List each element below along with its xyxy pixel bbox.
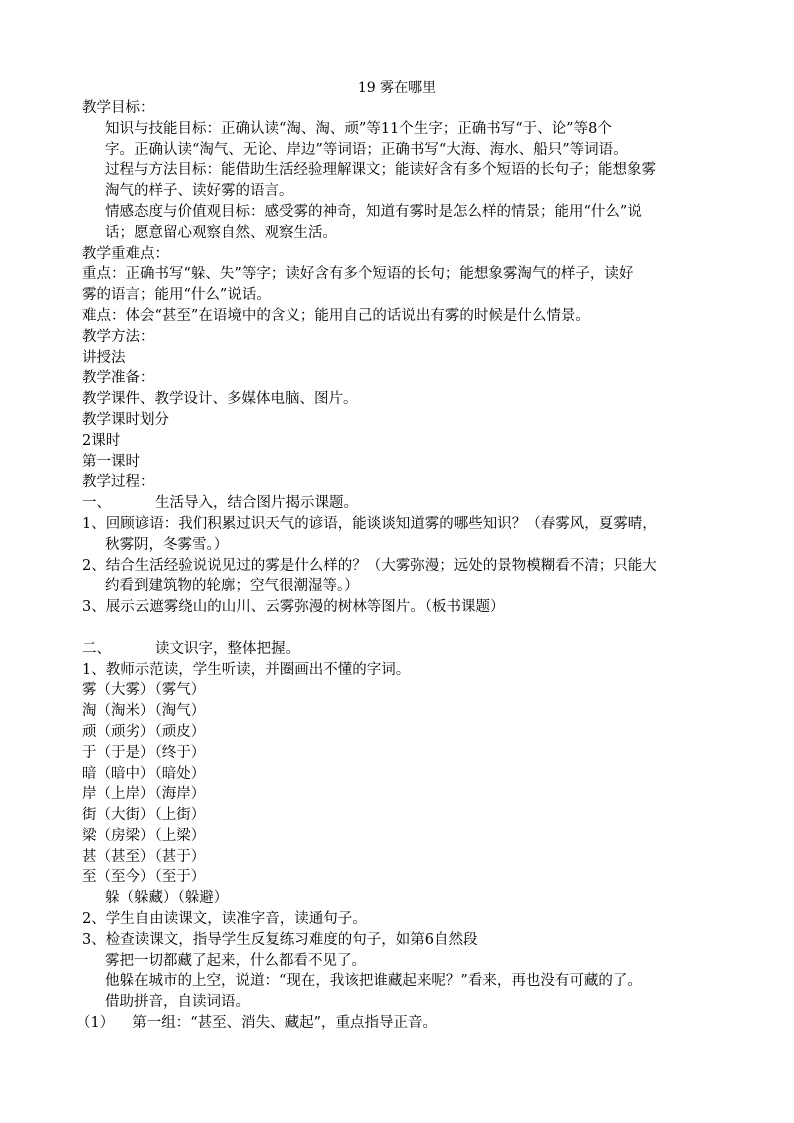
line-text: 教学准备：	[82, 370, 155, 387]
sub-item-text: 第一组：“甚至、消失、藏起”，重点指导正音。	[132, 1015, 438, 1032]
text-line	[82, 660, 714, 681]
text-line	[82, 285, 714, 306]
line-text: 2课时	[82, 432, 121, 449]
line-text: 3、展示云遮雾绕山的山川、云雾弥漫的树林等图片。（板书课题）	[82, 599, 505, 616]
line-text: 淘（淘米）（淘气）	[82, 703, 206, 720]
page-title: 19 雾在哪里	[357, 80, 437, 96]
text-line	[82, 327, 714, 348]
text-line	[82, 847, 714, 868]
line-text: 2、学生自由读课文，读准字音，读通句子。	[82, 911, 367, 928]
line-text: 顽（顽劣）（顽皮）	[82, 723, 206, 740]
text-line	[82, 98, 714, 119]
text-line	[76, 1013, 714, 1034]
line-text: 难点：体会“甚至”在语境中的含义；能用自己的话说出有雾的时候是什么情景。	[82, 307, 590, 324]
text-line	[82, 223, 714, 244]
text-line	[82, 867, 714, 888]
line-text: 情感态度与价值观目标：感受雾的神奇，知道有雾时是怎么样的情景；能用“什么”说	[105, 203, 642, 220]
line-text: 过程与方法目标：能借助生活经验理解课文；能读好含有多个短语的长句子；能想象雾	[105, 162, 656, 179]
line-text: 秋雾阴，冬雾雪。）	[105, 536, 229, 553]
text-line	[82, 597, 714, 618]
line-text: 讲授法	[82, 349, 126, 366]
text-line	[82, 909, 714, 930]
line-text: 教学目标：	[82, 100, 155, 116]
text-line	[82, 306, 714, 327]
text-line	[82, 639, 714, 660]
line-text: 雾的语言；能用“什么”说话。	[82, 287, 271, 304]
text-line	[82, 992, 714, 1013]
text-line	[82, 764, 714, 785]
line-text: 第一课时	[82, 453, 140, 470]
text-line	[82, 680, 714, 701]
line-text: 3、检查读课文，指导学生反复练习难度的句子，如第6自然段	[82, 931, 478, 948]
text-line	[82, 722, 714, 743]
text-line	[82, 181, 714, 202]
document-body	[76, 98, 714, 1034]
line-text: 岸（上岸）（海岸）	[82, 786, 206, 803]
line-text: 至（至今）（至于）	[82, 869, 206, 886]
line-text: 2、结合生活经验说说见过的雾是什么样的？（大雾弥漫；远处的景物模糊看不清；只能大	[82, 557, 657, 574]
line-text: 梁（房梁）（上梁）	[82, 827, 206, 844]
text-line: 知识与技能目标：正确认读“淘、淘、顽”等11个生字；正确书写“于、论”等8个	[105, 120, 612, 137]
line-text: 教学方法：	[82, 328, 155, 345]
line-text: 淘气的样子、读好雾的语言。	[105, 183, 294, 200]
line-text: 一、	[82, 495, 111, 512]
line-text: 教学重难点：	[82, 245, 169, 262]
line-text: 雾（大雾）（雾气）	[82, 682, 206, 699]
line-text: 话；愿意留心观察自然、观察生活。	[105, 224, 337, 241]
text-line	[82, 452, 714, 473]
line-text: 教学课时划分	[82, 411, 169, 428]
text-line	[82, 410, 714, 431]
text-line	[82, 202, 714, 223]
text-line	[82, 701, 714, 722]
line-text: 雾把一切都藏了起来，什么都看不见了。	[105, 952, 366, 969]
text-line	[82, 888, 714, 909]
text-line	[82, 514, 714, 535]
text-line	[82, 348, 714, 369]
text-line	[82, 576, 714, 597]
text-line	[82, 160, 714, 181]
text-line	[82, 493, 714, 514]
line-text: 借助拼音，自读词语。	[105, 994, 250, 1011]
line-text: 躲（躲藏）（躲避）	[105, 890, 229, 907]
line-text: 二、	[82, 640, 111, 657]
text-line	[82, 556, 714, 577]
line-text: 重点：正确书写“躲、失”等字；读好含有多个短语的长句；能想象雾淘气的样子，读好	[82, 266, 634, 283]
line-text: 于（于是）（终于）	[82, 744, 206, 761]
text-line: 字。正确认读“淘气、无论、岸边”等词语；正确书写“大海、海水、船只”等词语。	[105, 141, 628, 158]
line-text: 1、教师示范读，学生听读，并圈画出不懂的字词。	[82, 661, 411, 678]
blank-line	[82, 618, 714, 639]
text-line	[82, 368, 714, 389]
text-line	[82, 472, 714, 493]
text-line	[82, 535, 714, 556]
line-text: 1、回顾谚语：我们积累过识天气的谚语，能谈谈知道雾的哪些知识？（春雾风，夏雾晴，	[82, 515, 657, 532]
text-line	[82, 784, 714, 805]
text-line	[82, 826, 714, 847]
section-heading: 生活导入，结合图片揭示课题。	[155, 495, 358, 512]
text-line	[82, 264, 714, 285]
text-line	[82, 971, 714, 992]
section-heading: 读文识字，整体把握。	[155, 640, 300, 657]
line-text: 约看到建筑物的轮廓；空气很潮湿等。）	[105, 578, 359, 595]
text-line	[82, 244, 714, 265]
line-text: 教学课件、教学设计、多媒体电脑、图片。	[82, 391, 358, 408]
line-text: 暗（暗中）（暗处）	[82, 765, 206, 782]
line-text: 甚（甚至）（甚于）	[82, 848, 206, 865]
line-text: （1）	[76, 1015, 115, 1032]
text-line	[82, 951, 714, 972]
text-line	[82, 389, 714, 410]
text-line	[82, 805, 714, 826]
line-text: 教学过程：	[82, 474, 155, 491]
line-text: 他躲在城市的上空，说道：“现在，我该把谁藏起来呢？”看来，再也没有可藏的了。	[105, 973, 642, 990]
text-line	[82, 930, 714, 951]
line-text: 街（大街）（上街）	[82, 807, 206, 824]
text-line	[82, 431, 714, 452]
text-line	[82, 743, 714, 764]
